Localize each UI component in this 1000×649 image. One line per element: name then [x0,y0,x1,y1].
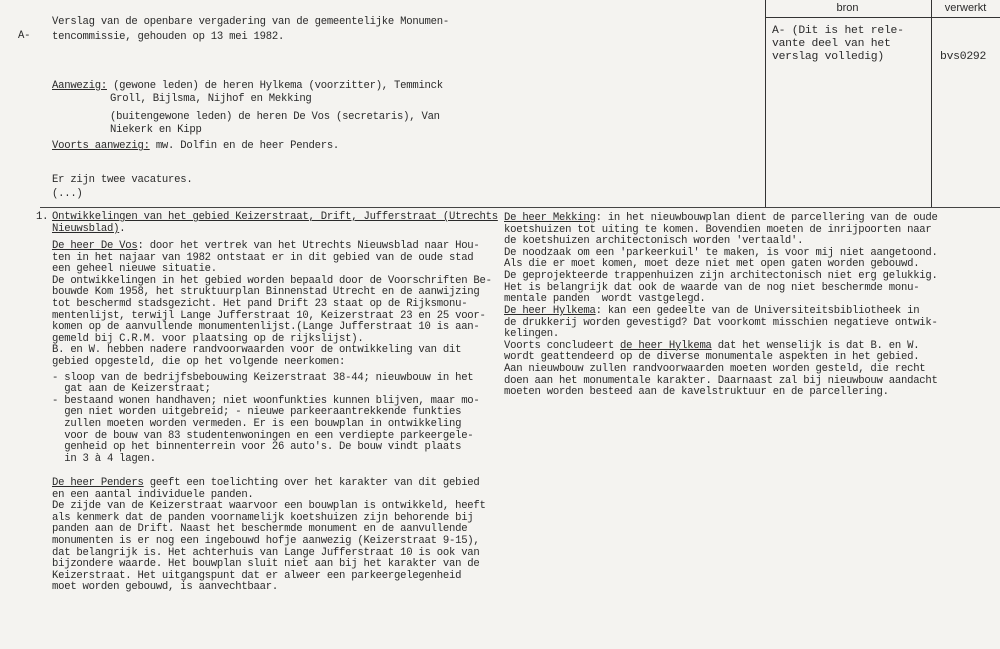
extra-members-line: Niekerk en Kipp [110,124,202,136]
mekking-line: De noodzaak om een 'parkeerkuil' te maken, is voor mij niet aangetoond. [504,246,938,259]
devos-line: tot beschermd stadsgezicht. Het pand Drift 23 staat op de Rijksmonu- [52,297,468,310]
devos-line: - sloop van de bedrijfsbebouwing Keizerstraat 38-44; nieuwbouw in het [52,371,474,384]
penders-line: moet worden gebouwd, is aanvechtbaar. [52,581,278,594]
present-line [52,81,443,93]
penders-line: bijzondere waarde. Het bouwplan sluit niet aan bij het karakter van de [52,558,480,571]
speaker-hylkema-2: de heer Hylkema [620,339,712,352]
bron-note [772,25,904,64]
mekking-line: Het is belangrijk dat ook de waarde van de nog niet beschermde monu- [504,281,920,294]
mekking-text: : in het nieuwbouwplan dient de parcellering van de oude [595,212,938,224]
verwerkt-code: bvs0292 [940,51,987,63]
mekking-statement [504,213,938,306]
devos-line: ten in het najaar van 1982 ontstaat er in dit gebied van de oude stad [52,251,474,264]
devos-line: gat aan de Keizerstraat; [52,383,211,396]
devos-line: een geheel nieuwe situatie. [52,263,217,276]
hylkema-statement [504,306,938,399]
bron-note-line: vante deel van het [772,38,891,50]
hylkema-first-line [504,306,938,318]
devos-first-line [52,241,492,253]
hylkema-line: de drukkerij worden gevestigd? Dat voorkomt misschien negatieve ontwik- [504,316,938,329]
source-panel-header [765,0,1000,18]
devos-line: komen op de aanvullende monumentenlijst.(Lange Jufferstraat 10 is aan- [52,321,480,334]
penders-line: Keizerstraat. Het uitgangspunt dat er alweer een parkeergelegenheid [52,569,462,582]
ellipsis: (...) [52,188,83,200]
devos-statement [52,241,492,465]
speaker-penders: De heer Penders [52,477,144,489]
header-line: Verslag van de openbare vergadering van de gemeentelijke Monumen- [52,16,449,28]
devos-line: De ontwikkelingen in het gebied worden bepaald door de Voorschriften Be- [52,274,492,287]
penders-line: als kenmerk dat de panden voornamelijk koetshuizen zijn behorende bij [52,511,474,524]
mekking-first-line [504,213,938,225]
bron-note-line: verslag volledig) [772,51,884,63]
conclusion-line: Aan nieuwbouw zullen randvoorwaarden moeten worden gesteld, die recht [504,362,926,375]
devos-line: B. en W. hebben nadere randvoorwaarden voor de ontwikkeling van dit [52,344,462,357]
devos-line: - bestaand wonen handhaven; niet woonfunkties kunnen blijven, maar mo- [52,394,480,407]
conclusion-post: dat het wenselijk is dat B. en W. [711,339,920,352]
penders-line: De zijde van de Keizerstraat waarvoor een bouwplan is ontwikkeld, heeft [52,500,486,513]
also-present-line [52,141,339,153]
devos-line: gen niet worden uitgebreid; - nieuwe parkeeraantrekkende funkties [52,406,462,419]
conclusion-line: wordt geattendeerd op de diverse monumentale aspekten in het gebied. [504,351,920,364]
item-number: 1. [36,211,49,223]
devos-line: genheid op het binnenterrein voor 26 auto's. De bouw vindt plaats [52,441,462,454]
penders-first-line [52,478,486,490]
item-title-line: Ontwikkelingen van het gebied Keizerstraat, Drift, Jufferstraat (Utrechts [52,211,498,223]
section-divider [40,207,1000,208]
verwerkt-header: verwerkt [944,2,987,14]
item-title [52,212,498,224]
penders-statement [52,478,486,594]
penders-line: en een aantal individuele panden. [52,488,254,501]
penders-text: geeft een toelichting over het karakter van dit gebied [143,477,480,489]
vacancies-note: Er zijn twee vacatures. [52,174,193,186]
present-line-2: Groll, Bijlsma, Nijhof en Mekking [110,93,312,105]
also-present-label: Voorts aanwezig: [52,140,150,152]
panel-left-border [765,0,766,207]
mekking-line: De geprojekteerde trappenhuizen zijn architectonisch niet erg gelukkig. [504,269,938,282]
panel-divider [931,0,932,207]
also-present-text: mw. Dolfin en de heer Penders. [149,140,340,152]
bron-header: bron [836,2,859,14]
devos-line: voor de bouw van 83 studentenwoningen en een verdiepte parkeergele- [52,429,474,442]
hylkema-text: : kan een gedeelte van de Universiteitsbibliotheek in [595,305,920,317]
item-title-line: Nieuwsblad) [52,223,120,235]
conclusion-line: doen aan het monumentale karakter. Daarnaast zal bij nieuwbouw aandacht [504,374,938,387]
present-text: (gewone leden) de heren Hylkema (voorzitter), Temminck [106,80,443,92]
speaker-hylkema: De heer Hylkema [504,305,596,317]
hylkema-line: kelingen. [504,328,559,341]
bron-note-line: A- (Dit is het rele- [772,25,904,37]
present-label: Aanwezig: [52,80,107,92]
devos-line: gemeld bij C.R.M. voor plaatsing op de rijkslijst). [52,332,364,345]
mekking-line: mentale panden wordt vastgelegd. [504,293,706,306]
report-header [52,15,449,45]
mekking-line: Als die er moet komen, moet deze niet met open gaten worden gebouwd. [504,258,920,271]
speaker-devos: De heer De Vos [52,240,138,252]
conclusion-pre: Voorts concludeert [504,339,621,352]
speaker-mekking: De heer Mekking [504,212,596,224]
mekking-line: koetshuizen tot uiting te komen. Bovendien moeten de inrijpoorten naar [504,223,932,236]
devos-line: mentenlijst, terwijl Lange Jufferstraat 10, Keizerstraat 23 en 25 voor- [52,309,486,322]
devos-text: : door het vertrek van het Utrechts Nieuwsblad naar Hou- [137,240,480,252]
item-title-cont [52,224,125,236]
mekking-line: de koetshuizen architectonisch worden 'vertaald'. [504,235,804,248]
devos-line: in 3 à 4 lagen. [52,452,156,465]
devos-line: bouwde Kom 1958, het struktuurplan Binnenstad Utrecht en de aanwijzing [52,286,480,299]
penders-line: monumenten is er nog een ingebouwd hofje aanwezig (Keizerstraat 9-15), [52,534,480,547]
penders-line: dat belangrijk is. Het achterhuis van Lange Jufferstraat 10 is ook van [52,546,480,559]
item-title-tail: . [119,223,126,235]
conclusion-line: moeten worden besteed aan de kavelstruktuur en de parcellering. [504,386,889,399]
devos-line: gebied opgesteld, die op het volgende neerkomen: [52,355,346,368]
margin-label: A- [18,30,31,42]
header-line: tencommissie, gehouden op 13 mei 1982. [52,31,285,43]
extra-members-line: (buitengewone leden) de heren De Vos (secretaris), Van [110,111,440,123]
devos-line: zullen moeten worden vermeden. Er is een bouwplan in ontwikkeling [52,417,462,430]
penders-line: panden aan de Drift. Naast het beschermde monument en de aanvullende [52,523,468,536]
